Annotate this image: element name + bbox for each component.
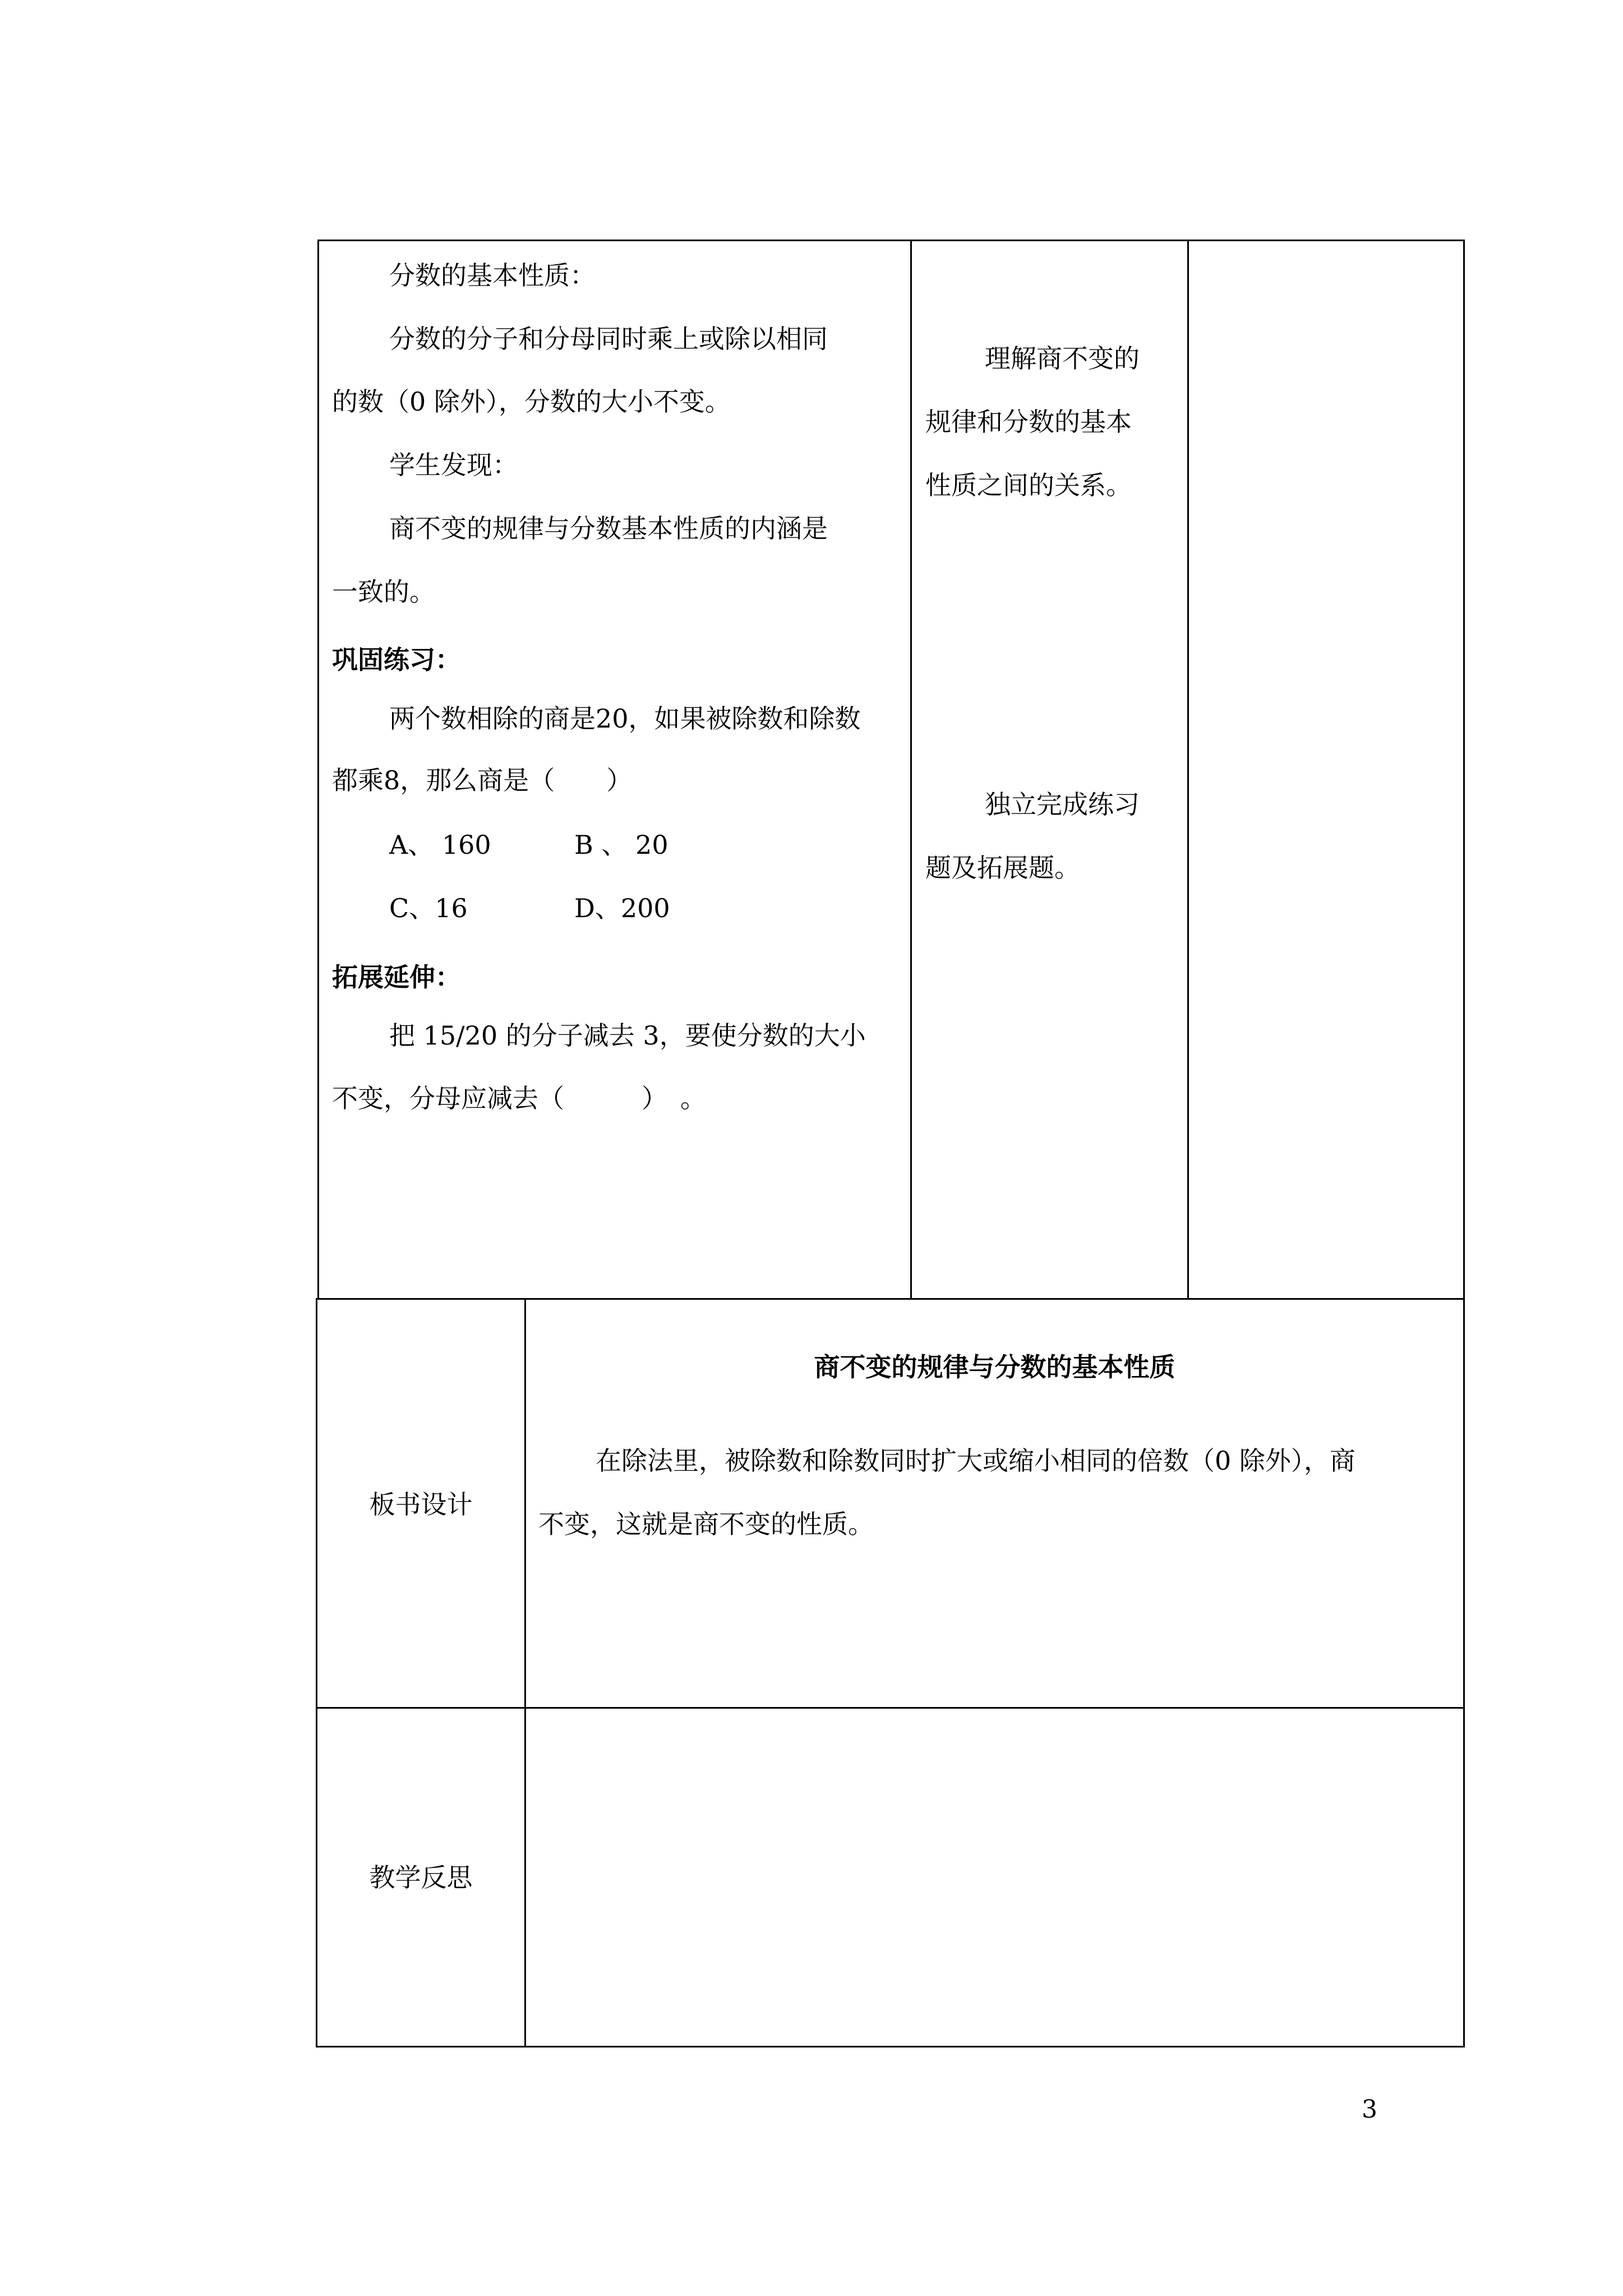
- property-line-2: 的数（0 除外），分数的大小不变。: [332, 386, 731, 417]
- goal-2-line-2: 题及拓展题。: [925, 853, 1080, 883]
- board-title: 商不变的规律与分数的基本性质: [814, 1352, 1175, 1382]
- option-b: B 、 20: [574, 830, 668, 860]
- goal-1-line-1: 理解商不变的: [985, 343, 1140, 374]
- goal-2-line-1: 独立完成练习: [985, 789, 1140, 820]
- discover-line-1: 商不变的规律与分数基本性质的内涵是: [389, 513, 828, 544]
- page-number: 3: [1362, 2095, 1377, 2124]
- goal-1-line-2: 规律和分数的基本: [925, 407, 1132, 437]
- practice-line-1: 两个数相除的商是20，如果被除数和除数: [389, 703, 861, 734]
- upper-middle-cell: [910, 240, 1189, 1300]
- extend-line-1: 把 15/20 的分子减去 3，要使分数的大小: [389, 1020, 866, 1051]
- discover-heading: 学生发现：: [389, 450, 518, 480]
- goal-1-line-3: 性质之间的关系。: [925, 470, 1132, 500]
- board-body-line-2: 不变，这就是商不变的性质。: [538, 1509, 874, 1539]
- option-a: A、 160: [389, 830, 491, 860]
- option-d: D、200: [574, 893, 670, 923]
- extend-line-2: 不变，分母应减去（ ） 。: [332, 1083, 706, 1114]
- extend-heading: 拓展延伸：: [332, 962, 461, 992]
- property-heading: 分数的基本性质：: [389, 260, 596, 291]
- reflection-content-cell: [524, 1707, 1465, 2047]
- board-body-line-1: 在除法里，被除数和除数同时扩大或缩小相同的倍数（0 除外），商: [596, 1446, 1355, 1476]
- discover-line-2: 一致的。: [332, 577, 435, 607]
- property-line-1: 分数的分子和分母同时乘上或除以相同: [389, 324, 828, 354]
- option-c: C、16: [389, 893, 468, 923]
- upper-right-cell: [1187, 240, 1465, 1300]
- practice-heading: 巩固练习：: [332, 645, 461, 675]
- board-label: 板书设计: [369, 1489, 473, 1520]
- practice-line-2: 都乘8，那么商是（ ）: [332, 765, 633, 795]
- reflection-label: 教学反思: [369, 1862, 473, 1893]
